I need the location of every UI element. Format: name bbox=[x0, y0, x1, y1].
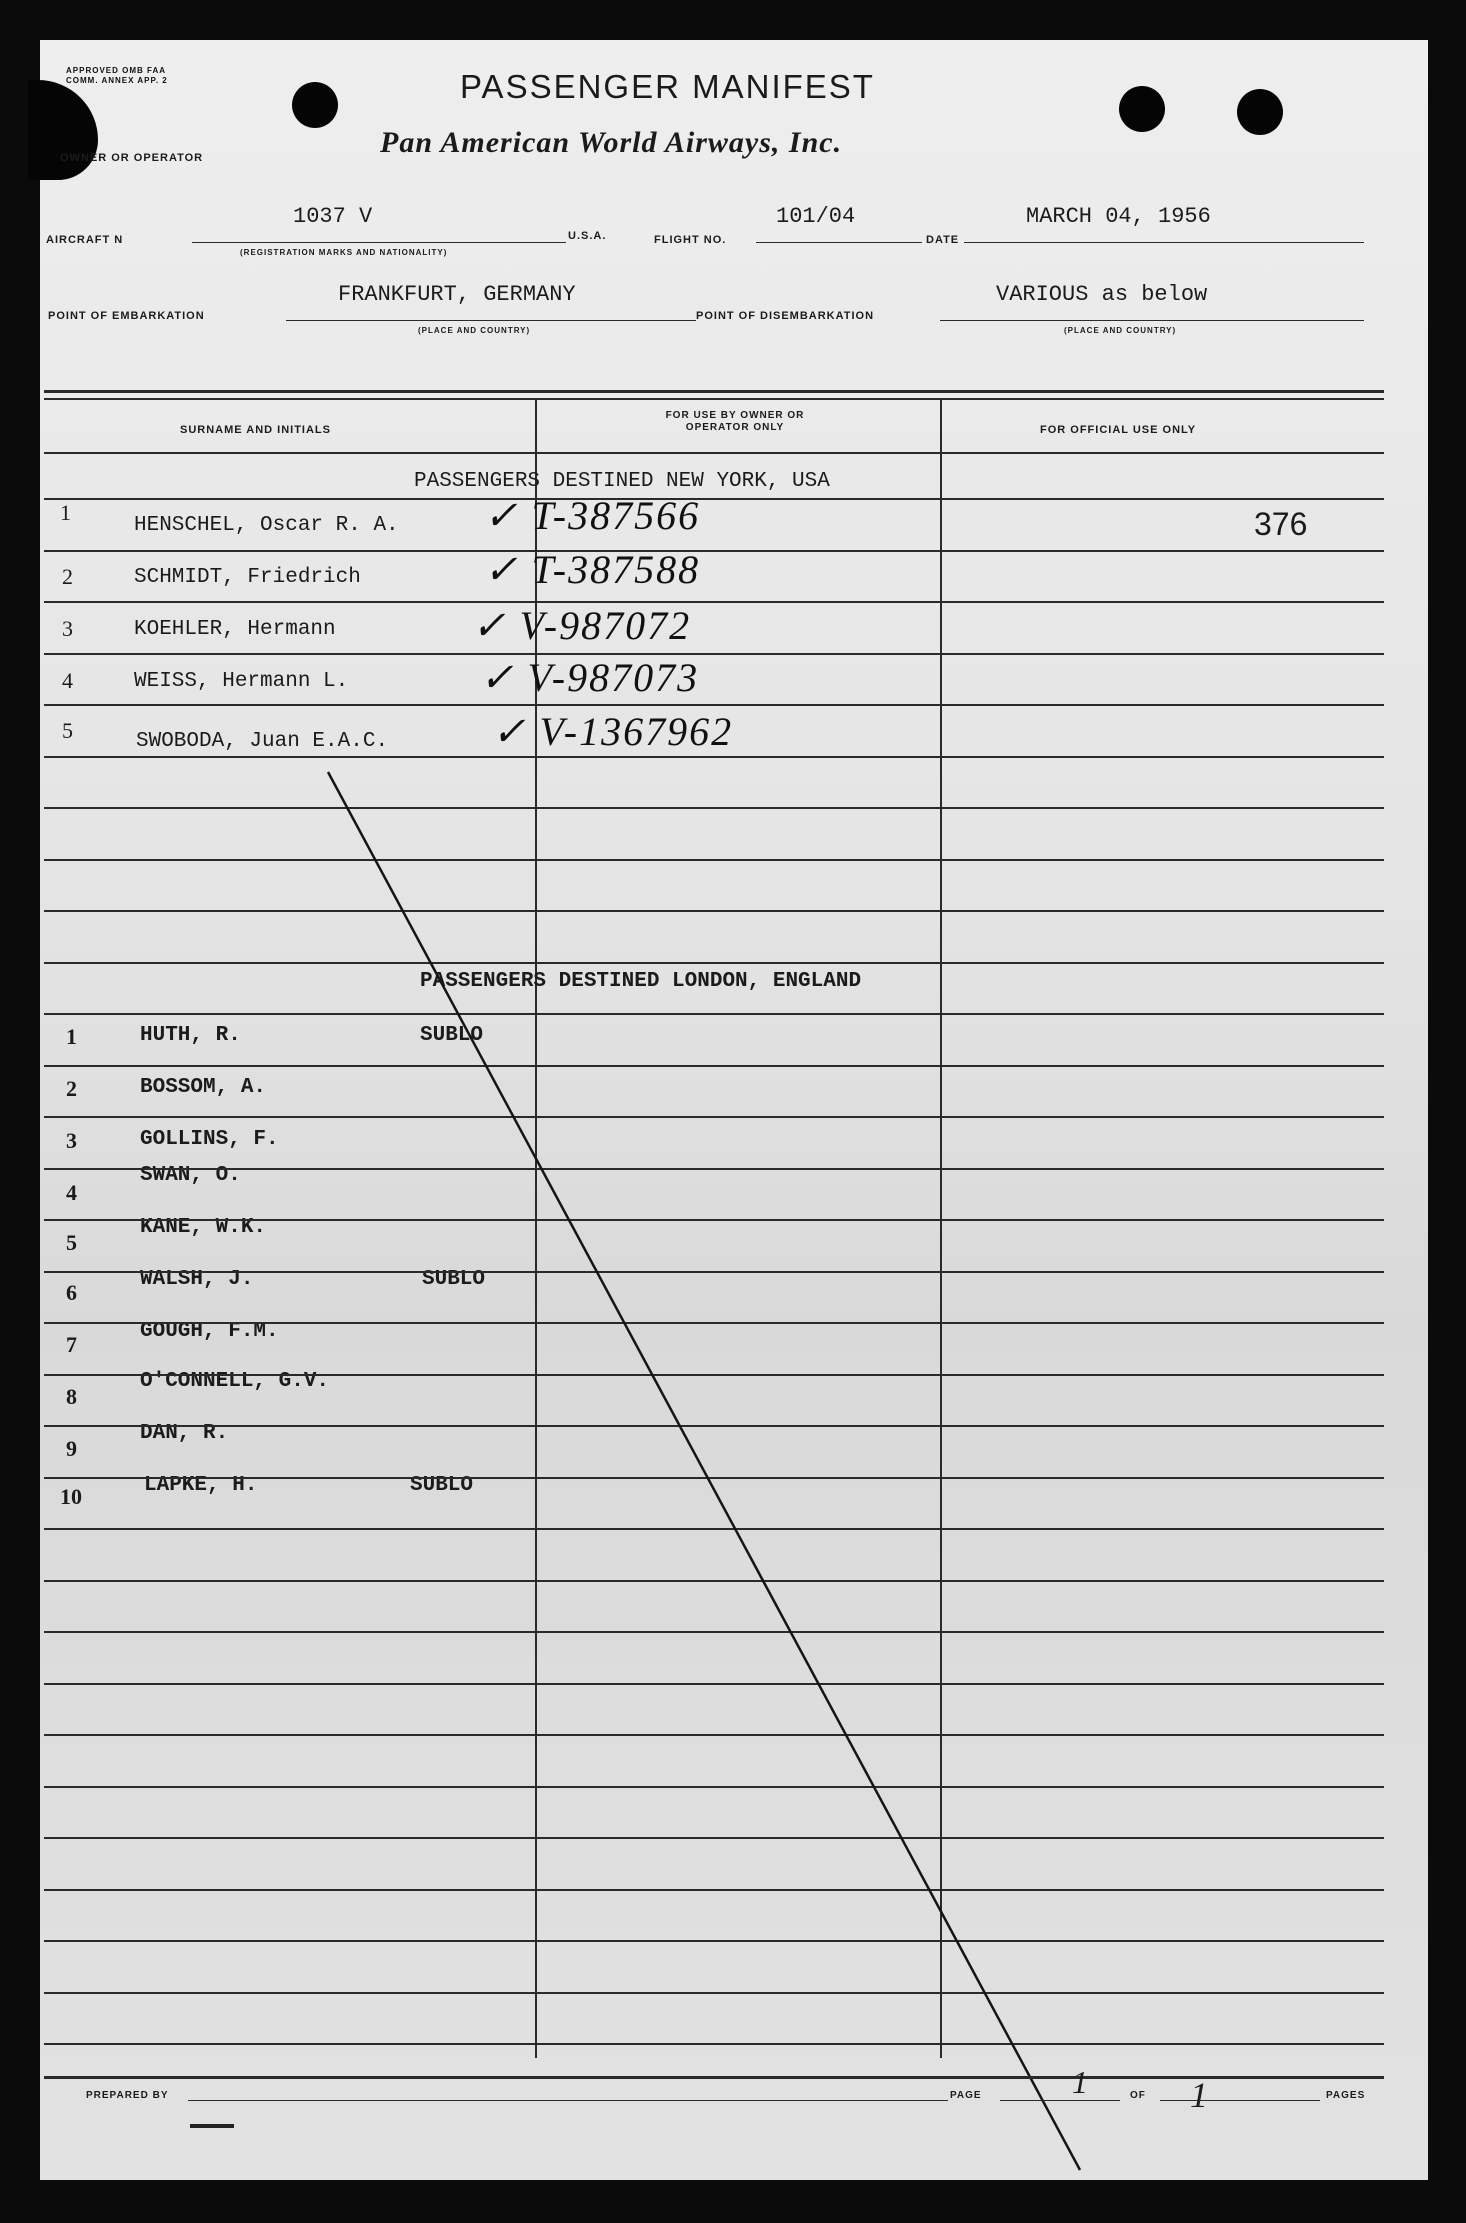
row-number: 9 bbox=[66, 1436, 77, 1461]
flight-label: FLIGHT NO. bbox=[654, 234, 727, 246]
row-number: 10 bbox=[60, 1484, 82, 1509]
embarkation-label: POINT OF EMBARKATION bbox=[48, 310, 205, 322]
date-value: MARCH 04, 1956 bbox=[1026, 204, 1211, 229]
passenger-name: WEISS, Hermann L. bbox=[134, 670, 349, 693]
passenger-name: HUTH, R. bbox=[140, 1024, 241, 1047]
passenger-name: GOUGH, F.M. bbox=[140, 1320, 279, 1343]
official-note: 376 bbox=[1254, 506, 1308, 542]
page-number: 1 bbox=[1072, 2064, 1088, 2100]
passenger-name: DAN, R. bbox=[140, 1422, 229, 1445]
row-number: 5 bbox=[62, 718, 73, 743]
total-pages: 1 bbox=[1190, 2075, 1208, 2115]
passenger-note: SUBLO bbox=[422, 1268, 486, 1291]
column-owner-use: FOR USE BY OWNER OR OPERATOR ONLY bbox=[665, 410, 805, 433]
approval-stamp: APPROVED OMB FAA COMM. ANNEX APP. 2 bbox=[66, 66, 168, 85]
row-number: 5 bbox=[66, 1230, 77, 1255]
handwritten-entry: ✓ T-387588 bbox=[484, 547, 701, 592]
passenger-name: KOEHLER, Hermann bbox=[134, 618, 336, 641]
aircraft-label: AIRCRAFT N bbox=[46, 234, 124, 246]
row-number: 2 bbox=[62, 564, 73, 589]
handwritten-entry: ✓ V-987072 bbox=[472, 603, 692, 648]
registration-caption: (REGISTRATION MARKS AND NATIONALITY) bbox=[240, 248, 448, 257]
owner-label: OWNER OR OPERATOR bbox=[60, 152, 204, 164]
row-number: 4 bbox=[66, 1180, 77, 1205]
embarkation-value: FRANKFURT, GERMANY bbox=[338, 282, 576, 307]
row-number: 2 bbox=[66, 1076, 77, 1101]
page-label: PAGE bbox=[950, 2090, 982, 2101]
disembarkation-value: VARIOUS as below bbox=[996, 282, 1208, 307]
passenger-name: HENSCHEL, Oscar R. A. bbox=[134, 514, 399, 537]
aircraft-value: 1037 V bbox=[293, 204, 373, 229]
date-label: DATE bbox=[926, 234, 960, 246]
passenger-name: WALSH, J. bbox=[140, 1268, 254, 1291]
passenger-name: SWOBODA, Juan E.A.C. bbox=[136, 730, 389, 753]
usa-label: U.S.A. bbox=[568, 230, 607, 242]
of-label: OF bbox=[1130, 2090, 1146, 2101]
row-number: 4 bbox=[62, 668, 73, 693]
handwritten-entry: ✓ V-1367962 bbox=[492, 709, 734, 754]
embarkation-caption: (PLACE AND COUNTRY) bbox=[418, 326, 531, 335]
handwritten-entry: ✓ T-387566 bbox=[484, 493, 701, 538]
signature-mark bbox=[190, 2124, 234, 2128]
passenger-name: SWAN, O. bbox=[140, 1164, 241, 1187]
passenger-name: KANE, W.K. bbox=[140, 1216, 267, 1239]
row-number: 3 bbox=[66, 1128, 77, 1153]
disembarkation-label: POINT OF DISEMBARKATION bbox=[696, 310, 875, 322]
passenger-name: O'CONNELL, G.V. bbox=[140, 1370, 330, 1393]
column-surname: SURNAME AND INITIALS bbox=[180, 424, 331, 436]
group-heading-new-york: PASSENGERS DESTINED NEW YORK, USA bbox=[414, 470, 830, 493]
row-number: 1 bbox=[66, 1024, 77, 1049]
passenger-name: BOSSOM, A. bbox=[140, 1076, 267, 1099]
passenger-name: LAPKE, H. bbox=[144, 1474, 258, 1497]
passenger-name: SCHMIDT, Friedrich bbox=[134, 566, 361, 589]
handwritten-entry: ✓ V-987073 bbox=[480, 655, 700, 700]
row-number: 6 bbox=[66, 1280, 77, 1305]
row-number: 8 bbox=[66, 1384, 77, 1409]
strike-through-line bbox=[40, 40, 1428, 2180]
pages-label: PAGES bbox=[1326, 2090, 1366, 2101]
passenger-note: SUBLO bbox=[410, 1474, 474, 1497]
group-heading-london: PASSENGERS DESTINED LONDON, ENGLAND bbox=[420, 970, 862, 993]
row-number: 3 bbox=[62, 616, 73, 641]
airline-name: Pan American World Airways, Inc. bbox=[380, 126, 843, 159]
row-number: 7 bbox=[66, 1332, 77, 1357]
passenger-note: SUBLO bbox=[420, 1024, 484, 1047]
page-title: PASSENGER MANIFEST bbox=[460, 68, 875, 105]
disembarkation-caption: (PLACE AND COUNTRY) bbox=[1064, 326, 1177, 335]
prepared-by-label: PREPARED BY bbox=[86, 2090, 169, 2101]
passenger-name: GOLLINS, F. bbox=[140, 1128, 279, 1151]
manifest-sheet bbox=[40, 40, 1428, 2180]
column-official-use: FOR OFFICIAL USE ONLY bbox=[1040, 424, 1197, 436]
flight-value: 101/04 bbox=[776, 204, 856, 229]
row-number: 1 bbox=[60, 500, 71, 525]
